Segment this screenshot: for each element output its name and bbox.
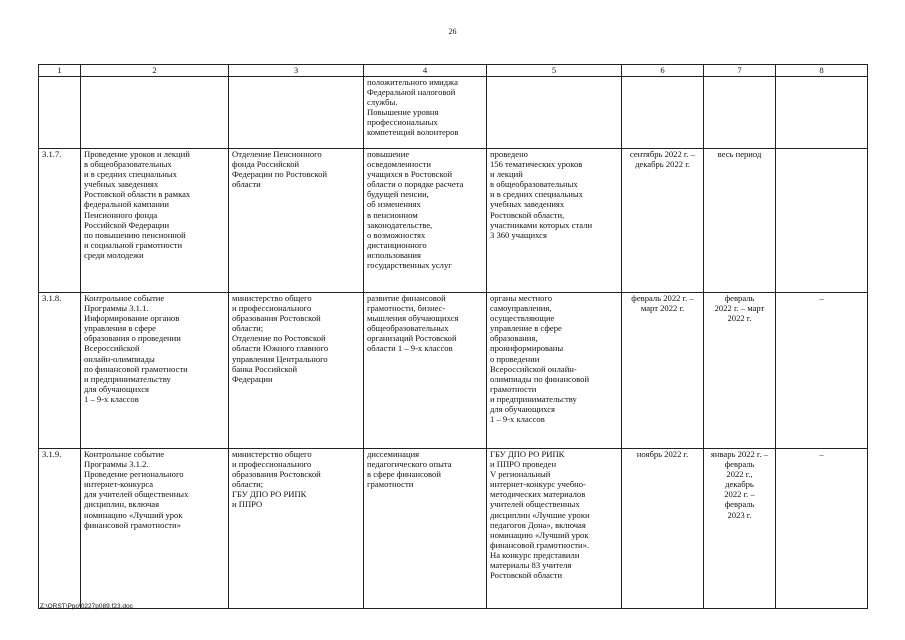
actual-result-cell: [487, 77, 622, 149]
table-row: [39, 449, 868, 609]
notes-cell: –: [776, 293, 868, 449]
executor-cell: [229, 77, 364, 149]
page-number: 26: [448, 27, 457, 36]
executor-cell: министерство общего и профессионального образования Ростовской области; ГБУ ДПО РО РИПК и ППРО: [229, 449, 364, 609]
actual-result-cell: ГБУ ДПО РО РИПК и ППРО проведен V региональный интернет-конкурс учебно- методических материалов учителей общественных дисциплин «Лучшие уроки педагогов Дона», включая номинацию «Лучший урок финансовой грамотности». На конкурс представили материалы 83 учителя Ростовской области: [487, 449, 622, 609]
actual-result-cell: проведено 156 тематических уроков и лекций в общеобразовательных и в средних специальных учебных заведениях Ростовской области, участниками которых стали 3 360 учащихся: [487, 149, 622, 293]
table-row: [39, 77, 868, 149]
actual-period-cell: январь 2022 г. – февраль 2022 г., декабрь 2022 г. – февраль 2023 г.: [704, 449, 776, 609]
column-header: 4: [364, 65, 487, 77]
row-number-cell: 3.1.8.: [39, 293, 81, 449]
column-header: 8: [776, 65, 868, 77]
row-number-cell: 3.1.9.: [39, 449, 81, 609]
planned-period-cell: сентябрь 2022 г. – декабрь 2022 г.: [622, 149, 704, 293]
table-row: [39, 293, 868, 449]
actual-period-cell: [704, 77, 776, 149]
expected-result-cell: положительного имиджа Федеральной налоговой службы. Повышение уровня профессиональных компетенций волонтеров: [364, 77, 487, 149]
actual-result-cell: органы местного самоуправления, осуществляющие управление в сфере образования, проинформированы о проведении Всероссийской онлайн- олимпиады по финансовой грамотности и предпринимательству для обучающихся 1 – 9-х классов: [487, 293, 622, 449]
column-header: 7: [704, 65, 776, 77]
executor-cell: Отделение Пенсионного фонда Российской Федерации по Ростовской области: [229, 149, 364, 293]
measure-cell: Контрольное событие Программы 3.1.2. Проведение регионального интернет-конкурса для учителей общественных дисциплин, включая номинацию «Лучший урок финансовой грамотности»: [81, 449, 229, 609]
plan-table: [38, 64, 868, 609]
column-header: 5: [487, 65, 622, 77]
actual-period-cell: весь период: [704, 149, 776, 293]
notes-cell: –: [776, 449, 868, 609]
expected-result-cell: развитие финансовой грамотности, бизнес- мышления обучающихся общеобразовательных организаций Ростовской области 1 – 9-х классов: [364, 293, 487, 449]
executor-cell: министерство общего и профессионального образования Ростовской области; Отделение по Ростовской области Южного главного управления Центрального банка Российской Федерации: [229, 293, 364, 449]
planned-period-cell: ноябрь 2022 г.: [622, 449, 704, 609]
notes-cell: [776, 149, 868, 293]
planned-period-cell: [622, 77, 704, 149]
notes-cell: [776, 77, 868, 149]
measure-cell: [81, 77, 229, 149]
row-number-cell: 3.1.7.: [39, 149, 81, 293]
column-number-row: [39, 65, 868, 77]
planned-period-cell: февраль 2022 г. – март 2022 г.: [622, 293, 704, 449]
column-header: 1: [39, 65, 81, 77]
row-number-cell: [39, 77, 81, 149]
measure-cell: Проведение уроков и лекций в общеобразовательных и в средних специальных учебных заведениях Ростовской области в рамках федеральной кампании Пенсионного фонда Российской Федерации по повышению пенсионной и социальной грамотности среди молодежи: [81, 149, 229, 293]
file-path-footer: Z:\ORST\Ppo\0227p089.f23.doc: [40, 603, 133, 610]
actual-period-cell: февраль 2022 г. – март 2022 г.: [704, 293, 776, 449]
column-header: 3: [229, 65, 364, 77]
measure-cell: Контрольное событие Программы 3.1.1. Информирование органов управления в сфере образования о проведении Всероссийской онлайн-олимпиады по финансовой грамотности и предпринимательству для обучающихся 1 – 9-х классов: [81, 293, 229, 449]
column-header: 2: [81, 65, 229, 77]
expected-result-cell: повышение осведомленности учащихся в Ростовской области о порядке расчета будущей пенсии, об изменениях в пенсионном законодательстве, о возможностях дистанционного использования государственных услуг: [364, 149, 487, 293]
column-header: 6: [622, 65, 704, 77]
table-row: [39, 149, 868, 293]
expected-result-cell: диссеминация педагогического опыта в сфере финансовой грамотности: [364, 449, 487, 609]
